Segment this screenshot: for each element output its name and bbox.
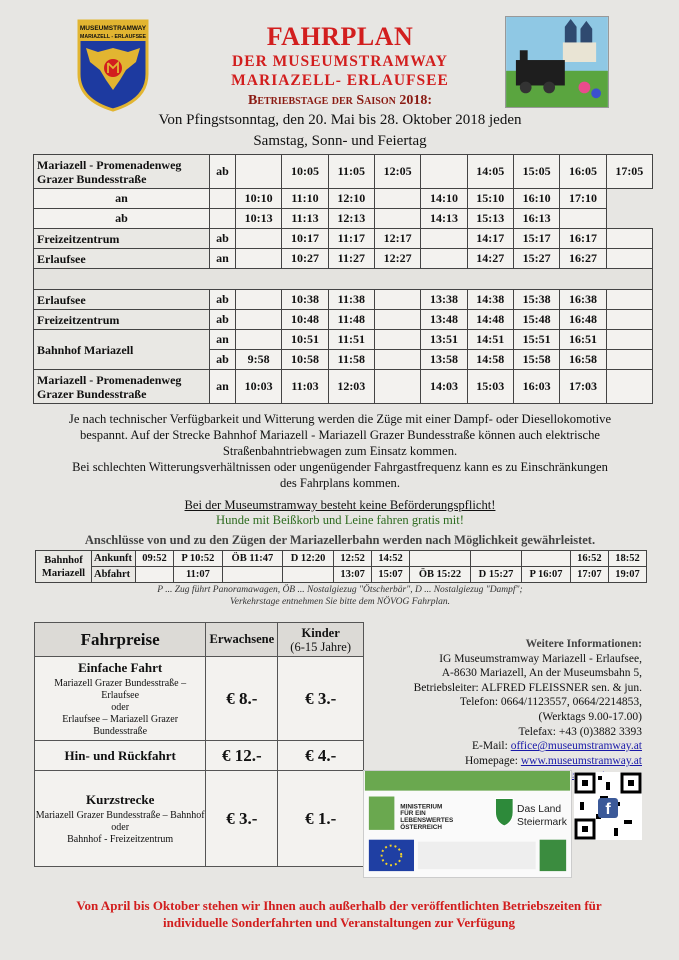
- departure-time: 9:58: [236, 350, 282, 370]
- crest-text-1: MUSEUMSTRAMWAY: [79, 25, 147, 32]
- timetable: [33, 154, 653, 404]
- direction: an: [34, 189, 210, 209]
- departure-time: [222, 567, 282, 583]
- short-child-price: € 1.-: [278, 771, 364, 867]
- timetable-row: [34, 290, 653, 310]
- timetable-spacer: [34, 269, 653, 290]
- arrival-time: ÖB 11:47: [222, 551, 282, 567]
- departure-time: 12:10: [328, 189, 374, 209]
- departure-time: 17:05: [606, 155, 652, 189]
- departure-time: 14:51: [467, 330, 513, 350]
- station-word-1: Bahnhof: [44, 554, 83, 566]
- direction: ab: [210, 290, 236, 310]
- departure-time: [606, 330, 652, 350]
- legend-line-1: P ... Zug führt Panoramawagen, ÖB ... Nostalgiezug "Ötscherbär", D ... Nostalgiezug "Dampf";: [157, 585, 523, 595]
- adult-column-header: Erwachsene: [206, 623, 278, 657]
- fares-heading: [35, 623, 206, 657]
- timetable-row: [34, 249, 653, 269]
- departure-time: 11:51: [328, 330, 374, 350]
- departure-time: 16:48: [560, 310, 606, 330]
- return-fare-title: Hin- und Rückfahrt: [35, 741, 206, 771]
- departure-time: 14:27: [467, 249, 513, 269]
- note-line-4: Bei schlechten Witterungsverhältnissen oder ungenügender Fahrgastfrequenz kann es zu Einschränkungen: [72, 460, 608, 474]
- info-line-6: Telefax: +43 (0)3882 3393: [518, 725, 642, 738]
- departure-time: 10:03: [236, 370, 282, 404]
- timetable-row: [34, 155, 653, 189]
- departure-time: 13:58: [421, 350, 467, 370]
- departure-time: 15:58: [513, 350, 559, 370]
- departure-time: P 16:07: [522, 567, 571, 583]
- departure-time: [374, 370, 420, 404]
- note-line-2: bespannt. Auf der Strecke Bahnhof Mariazell - Mariazell Grazer Bundesstraße können auch elektrische: [80, 428, 600, 442]
- station-name-line: Mariazell - Promenadenweg: [37, 157, 182, 172]
- departure-time: 11:07: [173, 567, 222, 583]
- info-line-3: Betriebsleiter: ALFRED FLEISSNER sen. & jun.: [413, 681, 642, 694]
- info-line-4: Telefon: 0664/1123557, 0664/2214853,: [459, 696, 642, 709]
- direction: ab: [210, 229, 236, 249]
- subtitle-2: MARIAZELL- ERLAUFSEE: [231, 72, 449, 89]
- timetable-row: [34, 310, 653, 330]
- arrival-time: 09:52: [136, 551, 174, 567]
- note-line-7: Hunde mit Beißkorb und Leine fahren gratis mit!: [216, 513, 464, 527]
- subtitle-1: DER MUSEUMSTRAMWAY: [232, 53, 448, 70]
- departure-time: 14:17: [467, 229, 513, 249]
- season-heading: Betriebstage der Saison 2018:: [247, 93, 433, 108]
- departure-time: [236, 229, 282, 249]
- departure-time: [374, 350, 420, 370]
- return-child-price: € 4.-: [278, 741, 364, 771]
- departure-time: [374, 290, 420, 310]
- departure-time: [374, 209, 420, 229]
- departure-time: 10:10: [236, 189, 282, 209]
- departure-time: [210, 209, 236, 229]
- tramway-crest-logo: [76, 18, 150, 112]
- departure-time: [374, 189, 420, 209]
- departure-time: D 15:27: [470, 567, 521, 583]
- single-fare-line-4: Erlaufsee – Mariazell Grazer: [62, 713, 179, 725]
- departure-time: [421, 249, 467, 269]
- departure-time: 10:27: [282, 249, 328, 269]
- dates-line-1: Von Pfingstsonntag, den 20. Mai bis 28. Oktober 2018 jeden: [158, 112, 522, 128]
- departure-time: [606, 229, 652, 249]
- departure-time: [374, 310, 420, 330]
- departure-time: 16:05: [560, 155, 606, 189]
- station-name: [34, 330, 210, 370]
- email-label: E-Mail:: [472, 740, 508, 753]
- station-name-line: Freizeitzentrum: [37, 231, 120, 246]
- departure-time: 10:48: [282, 310, 328, 330]
- departure-time: 12:05: [374, 155, 420, 189]
- departure-time: 14:38: [467, 290, 513, 310]
- departure-time: 16:13: [513, 209, 559, 229]
- timetable-row: [34, 370, 653, 404]
- land-text-1: Das Land: [517, 804, 562, 816]
- station-name-line: Mariazell - Promenadenweg: [37, 372, 182, 387]
- short-fare-desc: [35, 771, 206, 867]
- email-row: [370, 739, 642, 754]
- departure-time: 10:51: [282, 330, 328, 350]
- departure-time: 15:17: [513, 229, 559, 249]
- footer-note: [34, 897, 644, 931]
- departure-time: 14:10: [421, 189, 467, 209]
- departure-time: 11:27: [328, 249, 374, 269]
- departure-time: 10:17: [282, 229, 328, 249]
- departure-time: [421, 155, 467, 189]
- child-column-header: [278, 623, 364, 657]
- departure-time: 13:51: [421, 330, 467, 350]
- departure-time: [606, 350, 652, 370]
- departure-time: 16:03: [513, 370, 559, 404]
- departure-time: [421, 229, 467, 249]
- departure-time: [236, 249, 282, 269]
- short-fare-line-2: oder: [111, 821, 130, 833]
- info-line-5: (Werktags 9.00-17.00): [538, 710, 642, 723]
- child-age-range: (6-15 Jahre): [290, 639, 352, 654]
- single-fare-line-1: Mariazell Grazer Bundesstraße –: [54, 677, 187, 689]
- departure-time: 17:03: [560, 370, 606, 404]
- departure-time: 11:10: [282, 189, 328, 209]
- child-label: Kinder: [301, 625, 340, 640]
- ministry-text-2: FÜR EIN: [400, 810, 426, 818]
- station-name-line: Erlaufsee: [37, 251, 86, 266]
- departure-time: [374, 330, 420, 350]
- departure-time: 11:17: [328, 229, 374, 249]
- connections-table: [35, 550, 647, 583]
- departure-time: [606, 310, 652, 330]
- connection-station: [36, 551, 92, 583]
- direction: an: [210, 249, 236, 269]
- departure-time: [282, 567, 333, 583]
- departure-time: 14:58: [467, 350, 513, 370]
- tram-illustration: [505, 16, 609, 108]
- station-name-line: Grazer Bundesstraße: [37, 171, 147, 186]
- crest-text-2: MARIAZELL - ERLAUFSEE: [80, 34, 146, 40]
- fares-table: [34, 622, 364, 867]
- departure-time: 14:13: [421, 209, 467, 229]
- homepage-link[interactable]: www.museumstramway.at: [520, 754, 642, 767]
- departure-time: 16:17: [560, 229, 606, 249]
- departure-time: [210, 189, 236, 209]
- departure-time: 12:03: [328, 370, 374, 404]
- departure-label: Abfahrt: [92, 567, 136, 583]
- homepage-row: [370, 754, 642, 769]
- departure-time: 12:17: [374, 229, 420, 249]
- departure-time: 15:51: [513, 330, 559, 350]
- single-fare-line-2: Erlaufsee: [101, 689, 140, 701]
- departure-time: [606, 290, 652, 310]
- departure-time: [136, 567, 174, 583]
- contact-info: [370, 637, 642, 783]
- note-line-5: des Fahrplans kommen.: [280, 476, 400, 490]
- departure-time: 10:58: [282, 350, 328, 370]
- departure-time: 16:38: [560, 290, 606, 310]
- arrival-label: Ankunft: [92, 551, 136, 567]
- station-name: [34, 310, 210, 330]
- departure-time: ÖB 15:22: [410, 567, 471, 583]
- dates-line-2: Samstag, Sonn- und Feiertag: [253, 133, 427, 149]
- note-line-1: Je nach technischer Verfügbarkeit und Witterung werden die Züge mit einer Dampf- oder Diesellokomotive: [68, 412, 612, 426]
- departure-time: 13:48: [421, 310, 467, 330]
- timetable-row: [34, 330, 653, 350]
- single-child-price: € 3.-: [278, 657, 364, 741]
- connections-heading: Anschlüsse von und zu den Zügen der Mariazellerbahn werden nach Möglichkeit gewährleistet.: [84, 533, 596, 547]
- direction: ab: [210, 310, 236, 330]
- departure-time: 13:38: [421, 290, 467, 310]
- arrival-time: 12:52: [334, 551, 372, 567]
- single-fare-line-5: Bundesstraße: [93, 725, 148, 737]
- departure-time: 17:07: [570, 567, 608, 583]
- station-word-2: Mariazell: [41, 567, 86, 579]
- departure-time: 11:05: [328, 155, 374, 189]
- departure-time: 14:03: [421, 370, 467, 404]
- departure-time: 10:13: [236, 209, 282, 229]
- station-name: [34, 290, 210, 310]
- station-name-line: Bahnhof Mariazell: [37, 342, 134, 357]
- departure-time: 19:07: [608, 567, 646, 583]
- ministry-text-4: ÖSTERREICH: [400, 823, 442, 831]
- arrival-time: D 12:20: [282, 551, 333, 567]
- note-line-6: Bei der Museumstramway besteht keine Beförderungspflicht!: [184, 498, 496, 512]
- footer-line-2: individuelle Sonderfahrten und Veranstaltungen zur Verfügung: [163, 915, 515, 930]
- departure-time: [236, 330, 282, 350]
- station-name: [34, 229, 210, 249]
- departure-time: [236, 155, 282, 189]
- departure-time: 17:10: [560, 189, 606, 209]
- single-fare-title: Einfache Fahrt: [78, 659, 163, 675]
- footer-line-1: Von April bis Oktober stehen wir Ihnen auch außerhalb der veröffentlichten Betriebszeiten für: [76, 898, 602, 913]
- station-name: [34, 155, 210, 189]
- departure-time: 16:27: [560, 249, 606, 269]
- short-fare-line-3: Bahnhof - Freizeitzentrum: [67, 833, 174, 845]
- return-adult-price: € 12.-: [206, 741, 278, 771]
- station-name-line: Erlaufsee: [37, 292, 86, 307]
- departure-time: [236, 290, 282, 310]
- arrival-time: 16:52: [570, 551, 608, 567]
- departure-time: 15:13: [467, 209, 513, 229]
- arrival-time: [470, 551, 521, 567]
- ministry-text-1: MINISTERIUM: [400, 803, 443, 811]
- info-line-2: A-8630 Mariazell, An der Museumsbahn 5,: [441, 667, 642, 680]
- single-fare-line-3: oder: [111, 701, 130, 713]
- station-name-line: Freizeitzentrum: [37, 312, 120, 327]
- direction: ab: [34, 209, 210, 229]
- departure-time: 14:05: [467, 155, 513, 189]
- departure-time: 15:10: [467, 189, 513, 209]
- direction: ab: [210, 350, 236, 370]
- departure-time: 15:07: [372, 567, 410, 583]
- timetable-row: [34, 189, 653, 209]
- arrival-time: [522, 551, 571, 567]
- direction: an: [210, 330, 236, 350]
- page-title: FAHRPLAN: [266, 22, 414, 51]
- departure-time: 11:38: [328, 290, 374, 310]
- departure-time: 15:48: [513, 310, 559, 330]
- short-fare-line-1: Mariazell Grazer Bundesstraße – Bahnhof: [35, 809, 205, 821]
- arrival-time: 18:52: [608, 551, 646, 567]
- arrival-time: P 10:52: [173, 551, 222, 567]
- svg-text:f: f: [605, 801, 611, 818]
- departure-time: 11:48: [328, 310, 374, 330]
- departure-time: [606, 370, 652, 404]
- departure-time: 11:58: [328, 350, 374, 370]
- short-fare-title: Kurzstrecke: [86, 791, 155, 807]
- ministry-text-3: LEBENSWERTES: [400, 817, 454, 825]
- single-fare-desc: [35, 657, 206, 741]
- arrival-time: 14:52: [372, 551, 410, 567]
- departure-time: 12:27: [374, 249, 420, 269]
- info-line-1: IG Museumstramway Mariazell - Erlaufsee,: [439, 652, 642, 665]
- homepage-label: Homepage:: [464, 754, 518, 767]
- departure-time: 10:05: [282, 155, 328, 189]
- single-adult-price: € 8.-: [206, 657, 278, 741]
- station-name: [34, 249, 210, 269]
- qr-code[interactable]: [574, 772, 642, 840]
- departure-time: [606, 249, 652, 269]
- direction: ab: [210, 155, 236, 189]
- timetable-row: [34, 209, 653, 229]
- info-heading: Weitere Informationen:: [525, 638, 642, 650]
- sponsor-logos: [363, 770, 572, 878]
- departure-time: 11:03: [282, 370, 328, 404]
- legend-line-2: Verkehrstage entnehmen Sie bitte dem NÖVOG Fahrplan.: [229, 597, 451, 607]
- note-line-3: Straßenbahntriebwagen zum Einsatz kommen.: [222, 444, 458, 458]
- timetable-row: [34, 229, 653, 249]
- station-name: [34, 370, 210, 404]
- departure-time: 15:38: [513, 290, 559, 310]
- departure-time: 14:48: [467, 310, 513, 330]
- departure-time: 11:13: [282, 209, 328, 229]
- departure-time: 15:03: [467, 370, 513, 404]
- land-text-2: Steiermark: [517, 816, 567, 828]
- arrival-time: [410, 551, 471, 567]
- short-adult-price: € 3.-: [206, 771, 278, 867]
- departure-time: 16:10: [513, 189, 559, 209]
- departure-time: 13:07: [334, 567, 372, 583]
- departure-time: 12:13: [328, 209, 374, 229]
- departure-time: 16:58: [560, 350, 606, 370]
- departure-time: [560, 209, 606, 229]
- fares-heading-text: Fahrpreise: [80, 629, 160, 649]
- departure-time: 10:38: [282, 290, 328, 310]
- direction: an: [210, 370, 236, 404]
- departure-time: 15:27: [513, 249, 559, 269]
- station-name-line: Grazer Bundesstraße: [37, 386, 147, 401]
- departure-time: 16:51: [560, 330, 606, 350]
- departure-time: 15:05: [513, 155, 559, 189]
- email-link[interactable]: office@museumstramway.at: [510, 740, 642, 753]
- departure-time: [236, 310, 282, 330]
